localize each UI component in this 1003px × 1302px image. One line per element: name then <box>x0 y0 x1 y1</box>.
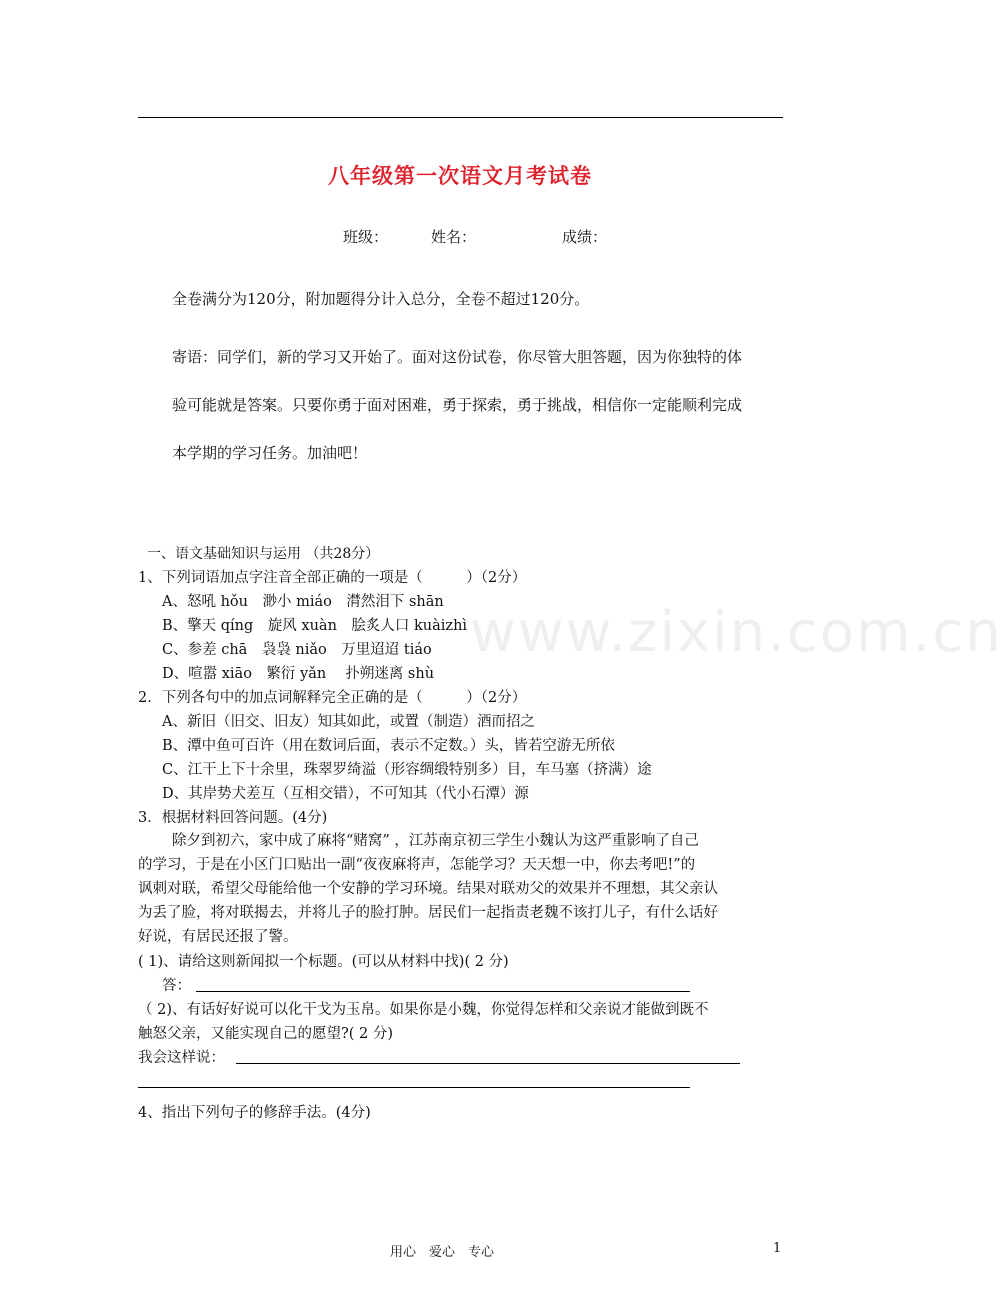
name-label: 姓名： <box>431 228 477 246</box>
footer-motto: 用心 爱心 专心 <box>390 1245 495 1260</box>
class-label: 班级： <box>343 228 389 246</box>
score-label: 成绩： <box>562 228 608 246</box>
sub-question-1: ( 1)、请给这则新闻拟一个标题。(可以从材料中找)( 2 分) <box>138 954 509 970</box>
q2-option-b: B、潭中鱼可百许（用在数词后面，表示不定数。）头，皆若空游无所依 <box>162 738 615 754</box>
message-line: 本学期的学习任务。加油吧！ <box>172 444 368 462</box>
exam-title: 八年级第一次语文月考试卷 <box>328 163 592 188</box>
q2-option-d: D、其岸势犬差互（互相交错），不可知其（代小石潭）源 <box>162 786 529 802</box>
question-3-stem: 3．根据材料回答问题。(4分) <box>138 810 328 826</box>
material-line: 讽刺对联，希望父母能给他一个安静的学习环境。结果对联劝父的效果并不理想，其父亲认 <box>138 881 718 897</box>
q1-option-a: A、怒吼 hǒu 渺小 miáo 潸然泪下 shān <box>162 594 444 610</box>
question-1-stem: 1、下列词语加点字注音全部正确的一项是（ ）（2分） <box>138 570 527 586</box>
sub-question-2: 触怒父亲，又能实现自己的愿望?( 2 分) <box>138 1026 394 1042</box>
message-line: 验可能就是答案。只要你勇于面对困难，勇于探索，勇于挑战，相信你一定能顺利完成 <box>172 396 743 414</box>
answer-line[interactable] <box>236 1063 740 1064</box>
q1-option-d: D、喧嚣 xiāo 繁衍 yǎn 扑朔迷离 shù <box>162 666 435 682</box>
answer-line[interactable] <box>138 1087 690 1088</box>
q1-option-b: B、擎天 qíng 旋风 xuàn 脍炙人口 kuàizhì <box>162 618 468 634</box>
question-2-stem: 2．下列各句中的加点词解释完全正确的是（ ）（2分） <box>138 690 527 706</box>
answer-line[interactable] <box>196 991 690 992</box>
answer-label: 答： <box>162 978 191 994</box>
watermark: www.zixin.com.cn <box>470 600 1003 665</box>
material-line: 除夕到初六，家中成了麻将“赌窝” ，江苏南京初三学生小魏认为这严重影响了自己 <box>172 833 699 849</box>
message-line: 寄语：同学们，新的学习又开始了。面对这份试卷，你尽管大胆答题，因为你独特的体 <box>172 348 743 366</box>
material-line: 的学习，于是在小区门口贴出一副“夜夜麻将声，怎能学习？天天想一中，你去考吧!”的 <box>138 857 696 873</box>
section-heading: 一、语文基础知识与运用 （共28分） <box>147 546 380 562</box>
sub-question-2: （ 2)、有话好好说可以化干戈为玉帛。如果你是小魏，你觉得怎样和父亲说才能做到既不 <box>138 1002 709 1018</box>
q1-option-c: C、参差 chā 袅袅 niǎo 万里迢迢 tiáo <box>162 642 432 658</box>
material-line: 为丢了脸，将对联揭去，并将儿子的脸打肿。居民们一起指责老魏不该打儿子，有什么话好 <box>138 905 718 921</box>
full-score-note: 全卷满分为120分，附加题得分计入总分，全卷不超过120分。 <box>172 290 590 308</box>
header-rule <box>138 117 783 118</box>
say-label: 我会这样说： <box>138 1050 225 1066</box>
page-number: 1 <box>773 1241 782 1256</box>
question-4-stem: 4、指出下列句子的修辞手法。(4分) <box>138 1105 371 1121</box>
q2-option-a: A、新旧（旧交、旧友）知其如此，或置（制造）酒而招之 <box>162 714 535 730</box>
material-line: 好说，有居民还报了警。 <box>138 929 298 945</box>
q2-option-c: C、江干上下十余里，珠翠罗绮溢（形容绸缎特别多）目，车马塞（挤满）途 <box>162 762 652 778</box>
